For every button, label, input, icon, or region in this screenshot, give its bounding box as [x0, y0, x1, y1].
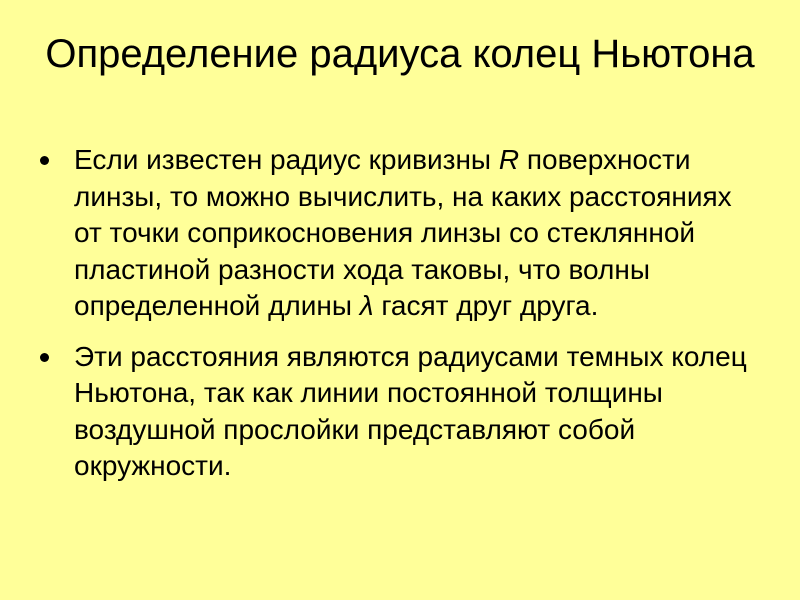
bullet-dot-icon: [40, 353, 49, 362]
bullet-item: [38, 142, 758, 325]
radius-symbol: R: [498, 144, 520, 175]
bullet-text-part: поверхности линзы, то можно вычислить, на каких расстояниях от точки соприкосновения линзы со стеклянной пластиной разности хода таковы, что волны определенной длины: [74, 144, 732, 321]
bullet-text-part: Если известен радиус кривизны: [74, 144, 499, 175]
bullet-text: Эти расстояния являются радиусами темных колец Ньютона, так как линии постоянной толщины воздушной прослойки представляют собой окружности.: [74, 340, 747, 481]
bullet-text-part: гасят друг друга.: [373, 290, 599, 321]
slide-title: Определение радиуса колец Ньютона: [45, 32, 755, 76]
bullet-item: [38, 339, 758, 485]
bullet-list: [38, 142, 758, 499]
wavelength-symbol: λ: [359, 290, 374, 321]
bullet-dot-icon: [40, 156, 49, 165]
